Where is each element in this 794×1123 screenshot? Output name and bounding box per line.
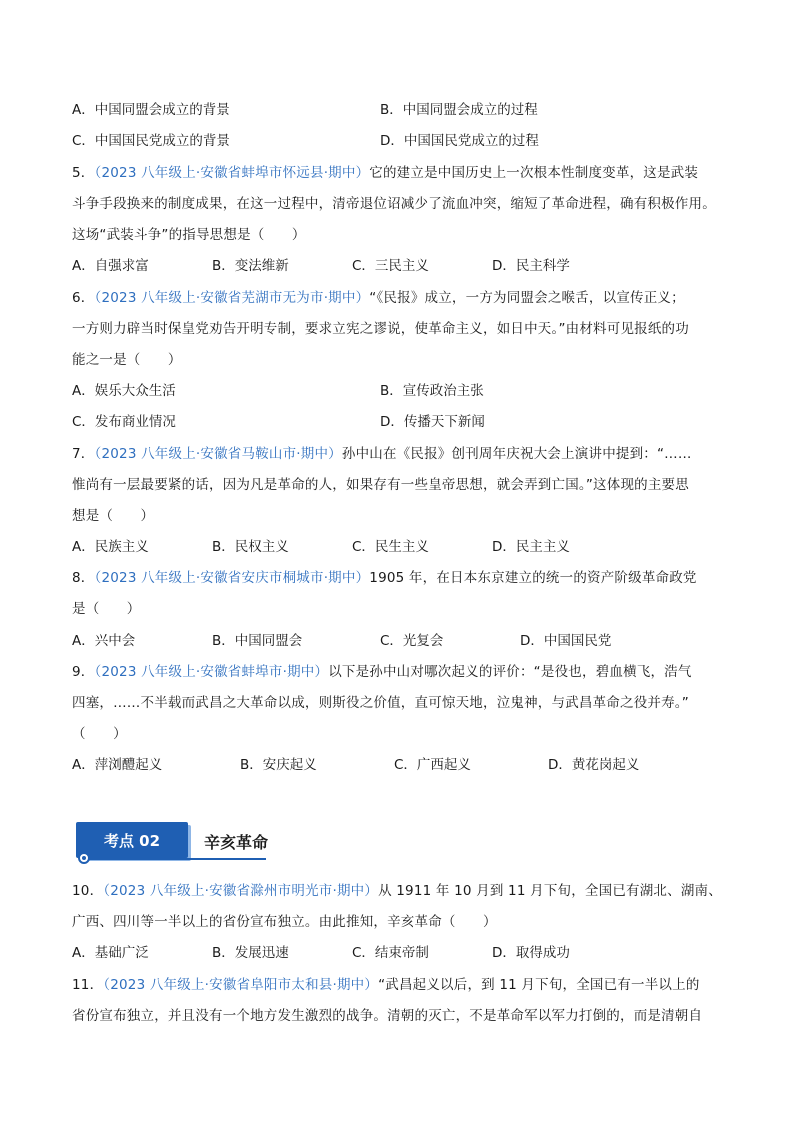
section-underline (86, 858, 266, 860)
q7-stem-line-1 (72, 445, 724, 463)
q8-option-a: A．兴中会 (72, 633, 136, 649)
q8-stem-line-1 (72, 569, 724, 587)
q9-option-b: B．安庆起义 (240, 757, 317, 773)
q6-source: （2023 八年级上·安徽省芜湖市无为市·期中） (94, 290, 370, 306)
q10-text: 从 1911 年 10 月到 11 月下旬，全国已有湖北、湖南、 (378, 883, 722, 899)
q7-option-b: B．民权主义 (212, 539, 289, 555)
q10-option-d: D．取得成功 (492, 945, 570, 961)
q10-option-c: C．结束帝制 (352, 945, 429, 961)
q8-number: 8． (72, 570, 95, 586)
q5-number: 5． (72, 165, 95, 181)
q4-option-a: A．中国同盟会成立的背景 (72, 102, 230, 118)
q5-stem-line-1 (72, 164, 724, 182)
circle-dot-icon (78, 852, 90, 864)
q9-stem-line-3: （ ） (72, 726, 127, 742)
q8-option-c: C．光复会 (380, 633, 444, 649)
section-badge: 考点 02 (76, 822, 188, 858)
q7-option-a: A．民族主义 (72, 539, 149, 555)
q11-source: （2023 八年级上·安徽省阜阳市太和县·期中） (103, 977, 379, 993)
q7-source: （2023 八年级上·安徽省马鞍山市·期中） (94, 446, 342, 462)
q6-text: “《民报》成立，一方为同盟会之喉舌，以宣传正义； (369, 290, 685, 306)
q7-number: 7． (72, 446, 95, 462)
q4-option-c: C．中国国民党成立的背景 (72, 133, 230, 149)
q5-option-d: D．民主科学 (492, 258, 570, 274)
q7-option-d: D．民主主义 (492, 539, 570, 555)
q9-option-c: C．广西起义 (394, 757, 471, 773)
q6-number: 6． (72, 290, 95, 306)
q7-stem-line-2: 惟尚有一层最要紧的话，因为凡是革命的人，如果存有一些皇帝思想，就会弄到亡国。”这体现的主要思 (72, 477, 689, 493)
q11-number: 11． (72, 977, 104, 993)
q6-option-c: C．发布商业情况 (72, 414, 176, 430)
q5-stem-line-3: 这场“武装斗争”的指导思想是（ ） (72, 227, 306, 243)
q8-option-d: D．中国国民党 (520, 633, 612, 649)
q8-text: 1905 年，在日本东京建立的统一的资产阶级革命政党 (369, 570, 697, 586)
section-title: 辛亥革命 (204, 833, 269, 852)
q5-text: 它的建立是中国历史上一次根本性制度变革，这是武装 (369, 165, 699, 181)
q6-option-b: B．宣传政治主张 (380, 383, 484, 399)
q9-stem-line-2: 四塞，……不半载而武昌之大革命以成，则斯役之价值，直可惊天地，泣鬼神，与武昌革命之役并寿。” (72, 695, 689, 711)
q5-source: （2023 八年级上·安徽省蚌埠市怀远县·期中） (94, 165, 370, 181)
q7-stem-line-3: 想是（ ） (72, 508, 155, 524)
q4-option-b: B．中国同盟会成立的过程 (380, 102, 538, 118)
q6-stem-line-3: 能之一是（ ） (72, 352, 182, 368)
q6-option-d: D．传播天下新闻 (380, 414, 485, 430)
q5-option-b: B．变法维新 (212, 258, 289, 274)
q11-stem-line-2: 省份宣布独立，并且没有一个地方发生激烈的战争。清朝的灭亡，不是革命军以军力打倒的，而是清朝自 (72, 1008, 703, 1024)
q5-stem-line-2: 斗争手段换来的制度成果，在这一过程中，清帝退位诏减少了流血冲突，缩短了革命进程，确有积极作用。 (72, 196, 716, 212)
q11-text: “武昌起义以后，到 11 月下旬，全国已有一半以上的 (378, 977, 700, 993)
q10-source: （2023 八年级上·安徽省滁州市明光市·期中） (103, 883, 379, 899)
q9-text: 以下是孙中山对哪次起义的评价：“是役也，碧血横飞，浩气 (328, 664, 692, 680)
q9-option-d: D．黄花岗起义 (548, 757, 640, 773)
section-heading (76, 822, 306, 864)
q5-option-c: C．三民主义 (352, 258, 429, 274)
q6-stem-line-2: 一方则力辟当时保皇党劝告开明专制，要求立宪之谬说，使革命主义，如日中天。”由材料可见报纸的功 (72, 321, 689, 337)
q4-option-d: D．中国国民党成立的过程 (380, 133, 539, 149)
q9-option-a: A．萍浏醴起义 (72, 757, 163, 773)
q10-option-b: B．发展迅速 (212, 945, 289, 961)
q10-number: 10． (72, 883, 104, 899)
q9-stem-line-1 (72, 663, 724, 681)
q9-number: 9． (72, 664, 95, 680)
q8-stem-line-2: 是（ ） (72, 601, 141, 617)
q5-option-a: A．自强求富 (72, 258, 149, 274)
q7-option-c: C．民生主义 (352, 539, 429, 555)
q10-stem-line-1 (72, 882, 724, 900)
q11-stem-line-1 (72, 976, 724, 994)
q10-stem-line-2: 广西、四川等一半以上的省份宣布独立。由此推知，辛亥革命（ ） (72, 914, 497, 930)
q10-option-a: A．基础广泛 (72, 945, 149, 961)
q8-source: （2023 八年级上·安徽省安庆市桐城市·期中） (94, 570, 370, 586)
q8-option-b: B．中国同盟会 (212, 633, 303, 649)
q6-stem-line-1 (72, 289, 724, 307)
q7-text: 孙中山在《民报》创刊周年庆祝大会上演讲中提到：“…… (341, 446, 692, 462)
q9-source: （2023 八年级上·安徽省蚌埠市·期中） (94, 664, 329, 680)
q6-option-a: A．娱乐大众生活 (72, 383, 176, 399)
